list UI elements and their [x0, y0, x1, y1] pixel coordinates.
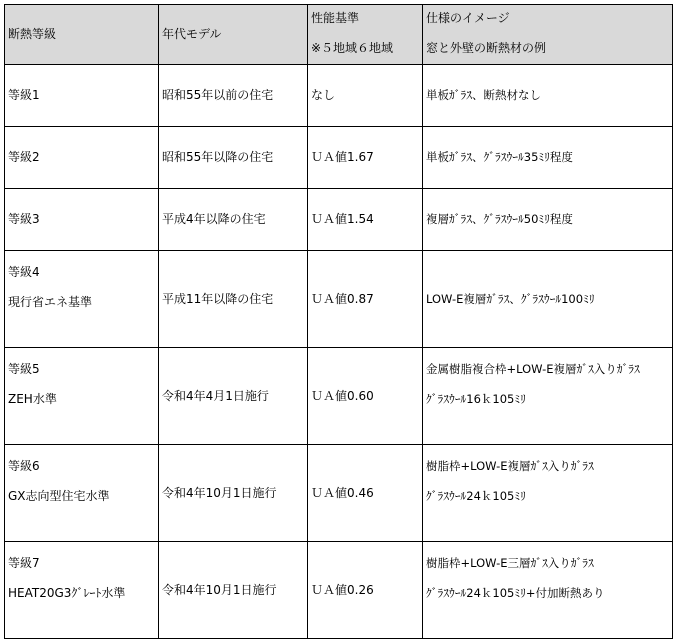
era-cell: 令和4年10月1日施行 [159, 542, 308, 639]
insulation-grade-table [4, 4, 673, 639]
table-row [5, 445, 673, 542]
era-cell: 昭和55年以前の住宅 [159, 65, 308, 127]
table-row [5, 542, 673, 639]
era-cell: 昭和55年以降の住宅 [159, 127, 308, 189]
table-header-row [5, 5, 673, 65]
standard-cell: ＵＡ値0.26 [308, 542, 423, 639]
standard-cell: ＵＡ値1.67 [308, 127, 423, 189]
table-row [5, 65, 673, 127]
header-spec-label: 仕様のイメージ [426, 11, 510, 25]
era-cell: 平成4年以降の住宅 [159, 189, 308, 251]
grade-cell: 等級2 [5, 127, 159, 189]
spec-cell [423, 445, 673, 542]
grade-cell [5, 445, 159, 542]
era-cell: 令和4年4月1日施行 [159, 348, 308, 445]
table-row [5, 127, 673, 189]
grade-cell [5, 542, 159, 639]
grade-note: HEAT20G3ｸﾞﾚｰﾄ水準 [8, 586, 126, 600]
spec-line-2: ｸﾞﾗｽｳｰﾙ24ｋ105ﾐﾘ+付加断熱あり [426, 586, 605, 600]
spec-line-1: 樹脂枠+LOW-E三層ｶﾞｽ入りｶﾞﾗｽ [426, 556, 594, 570]
grade-label: 等級5 [8, 362, 40, 376]
grade-cell [5, 348, 159, 445]
spec-cell: 単板ｶﾞﾗｽ、断熱材なし [423, 65, 673, 127]
grade-label: 等級4 [8, 265, 40, 279]
header-spec-note: 窓と外壁の断熱材の例 [426, 41, 547, 55]
standard-cell: なし [308, 65, 423, 127]
spec-cell: 複層ｶﾞﾗｽ、ｸﾞﾗｽｳｰﾙ50ﾐﾘ程度 [423, 189, 673, 251]
grade-note: 現行省エネ基準 [8, 295, 93, 309]
standard-cell: ＵＡ値0.46 [308, 445, 423, 542]
grade-cell: 等級3 [5, 189, 159, 251]
grade-label: 等級7 [8, 556, 40, 570]
standard-cell: ＵＡ値0.60 [308, 348, 423, 445]
standard-cell: ＵＡ値0.87 [308, 251, 423, 348]
spec-line-2: ｸﾞﾗｽｳｰﾙ24ｋ105ﾐﾘ [426, 489, 526, 503]
header-grade: 断熱等級 [5, 5, 159, 65]
grade-cell [5, 251, 159, 348]
spec-cell: LOW-E複層ｶﾞﾗｽ、ｸﾞﾗｽｳｰﾙ100ﾐﾘ [423, 251, 673, 348]
header-era: 年代モデル [159, 5, 308, 65]
header-spec [423, 5, 673, 65]
grade-cell: 等級1 [5, 65, 159, 127]
header-standard-note: ※５地域６地域 [311, 41, 394, 55]
standard-cell: ＵＡ値1.54 [308, 189, 423, 251]
era-cell: 平成11年以降の住宅 [159, 251, 308, 348]
table-row [5, 348, 673, 445]
grade-note: GX志向型住宅水準 [8, 489, 110, 503]
spec-line-2: ｸﾞﾗｽｳｰﾙ16ｋ105ﾐﾘ [426, 392, 526, 406]
grade-note: ZEH水準 [8, 392, 57, 406]
grade-label: 等級6 [8, 459, 40, 473]
header-standard [308, 5, 423, 65]
spec-cell: 単板ｶﾞﾗｽ、ｸﾞﾗｽｳｰﾙ35ﾐﾘ程度 [423, 127, 673, 189]
table-row [5, 251, 673, 348]
spec-cell [423, 542, 673, 639]
table-row [5, 189, 673, 251]
spec-cell [423, 348, 673, 445]
spec-line-1: 金属樹脂複合枠+LOW-E複層ｶﾞｽ入りｶﾞﾗｽ [426, 362, 640, 376]
spec-line-1: 樹脂枠+LOW-E複層ｶﾞｽ入りｶﾞﾗｽ [426, 459, 594, 473]
header-standard-label: 性能基準 [311, 11, 360, 25]
era-cell: 令和4年10月1日施行 [159, 445, 308, 542]
